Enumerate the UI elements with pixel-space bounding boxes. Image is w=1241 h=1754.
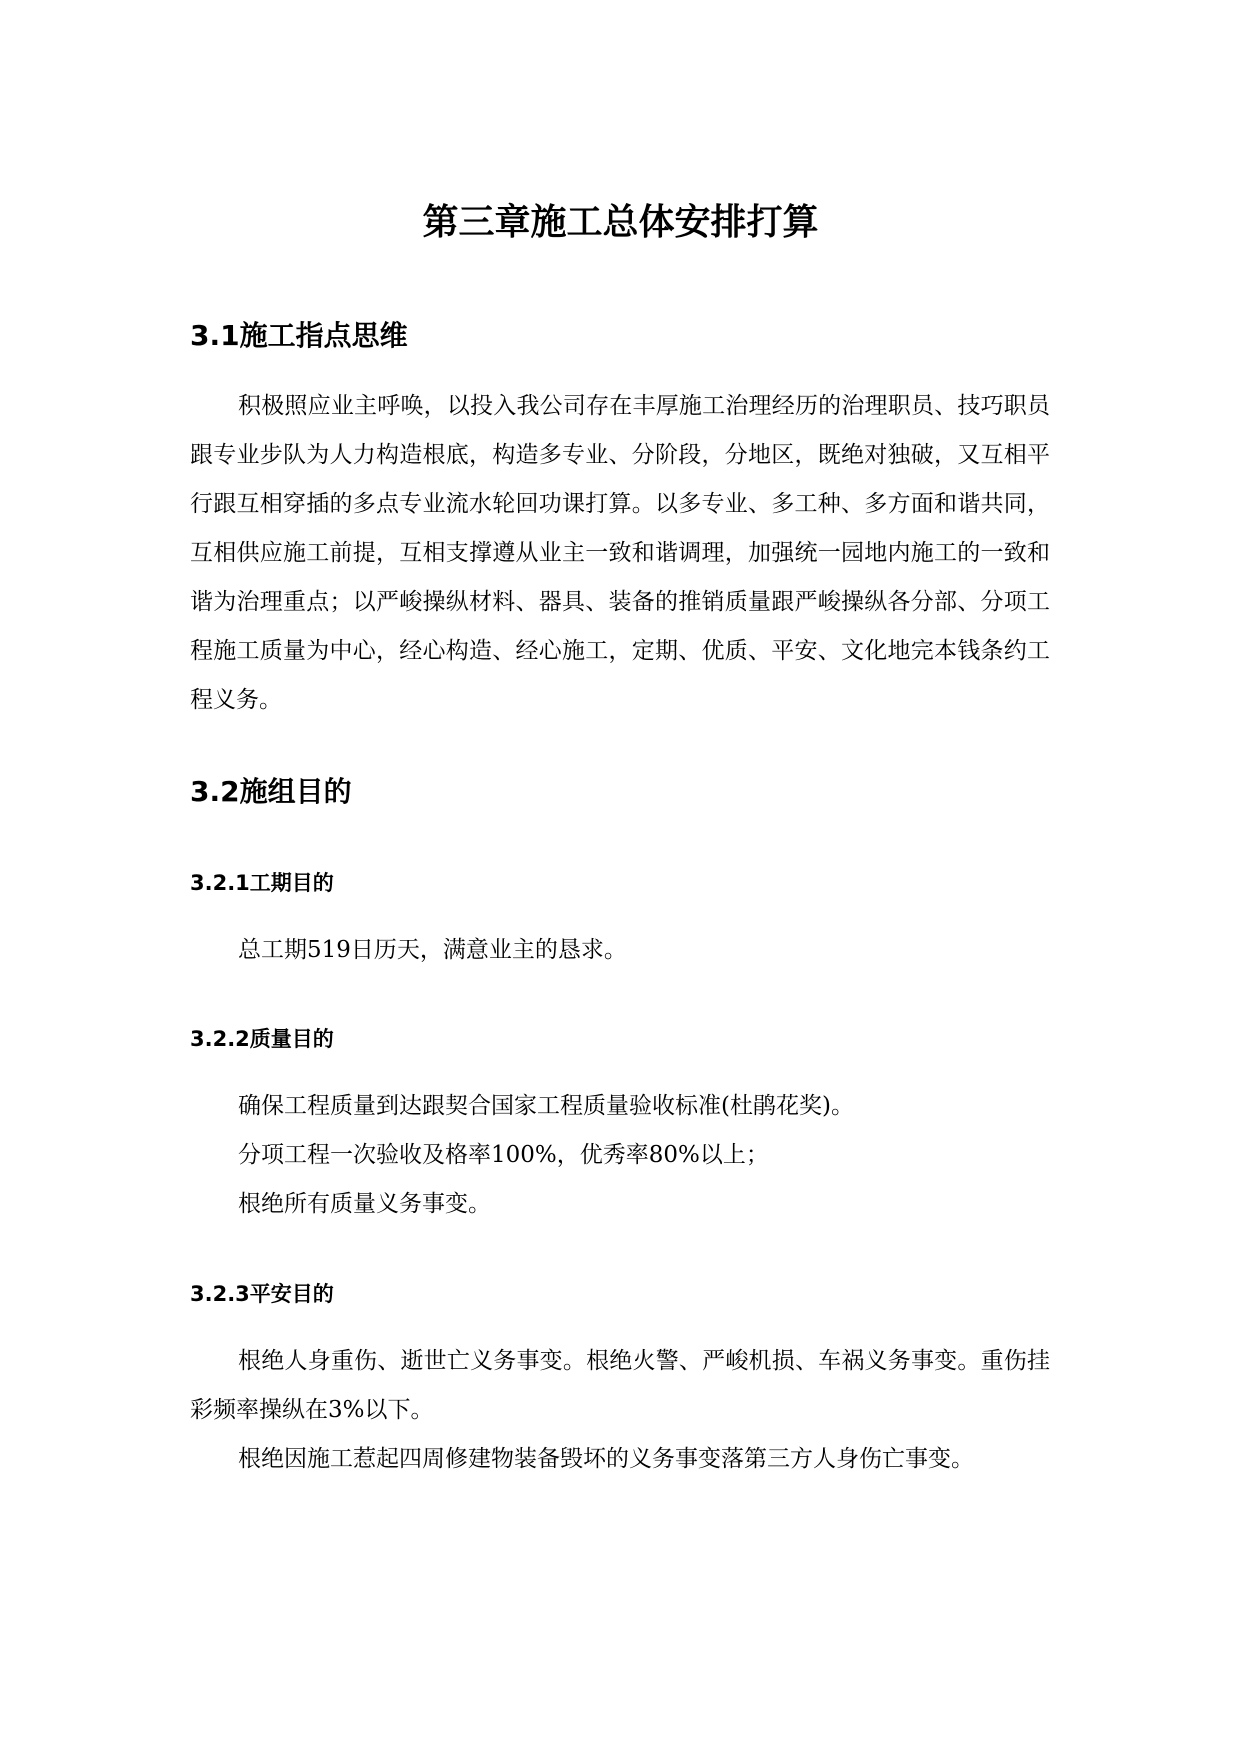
schedule-goal-text: 总工期519日历天，满意业主的恳求。 bbox=[238, 937, 627, 963]
quality-goal-line-3: 根绝所有质量义务事变。 bbox=[238, 1191, 491, 1217]
safety-goal-paragraph: 根绝人身重伤、逝世亡义务事变。根绝火警、严峻机损、车祸义务事变。重伤挂彩频率操纵在3%以下。 bbox=[190, 1348, 1050, 1423]
sub-heading-3-2-1: 3.2.1工期目的 bbox=[190, 871, 334, 895]
chapter-title: 第三章施工总体安排打算 bbox=[422, 202, 819, 243]
sub-heading-3-2-2: 3.2.2质量目的 bbox=[190, 1027, 334, 1051]
guiding-thought-paragraph: 积极照应业主呼唤，以投入我公司存在丰厚施工治理经历的治理职员、技巧职员跟专业步队为人力构造根底，构造多专业、分阶段，分地区，既绝对独破，又互相平行跟互相穿插的多点专业流水轮回功课打算。以多专业、多工种、多方面和谐共同，互相供应施工前提，互相支撑遵从业主一致和谐调理，加强统一园地内施工的一致和谐为治理重点；以严峻操纵材料、器具、装备的推销质量跟严峻操纵各分部、分项工程施工质量为中心，经心构造、经心施工，定期、优质、平安、文化地完本钱条约工程义务。 bbox=[190, 393, 1050, 713]
section-heading-3-2: 3.2施组目的 bbox=[190, 775, 352, 808]
quality-goal-line-1: 确保工程质量到达跟契合国家工程质量验收标准(杜鹃花奖)。 bbox=[238, 1093, 854, 1119]
sub-heading-3-2-3: 3.2.3平安目的 bbox=[190, 1282, 334, 1306]
safety-goal-line-2: 根绝因施工惹起四周修建物装备毁坏的义务事变落第三方人身伤亡事变。 bbox=[238, 1446, 974, 1472]
quality-goal-line-2: 分项工程一次验收及格率100%，优秀率80%以上； bbox=[238, 1142, 769, 1168]
section-heading-3-1: 3.1施工指点思维 bbox=[190, 319, 408, 352]
